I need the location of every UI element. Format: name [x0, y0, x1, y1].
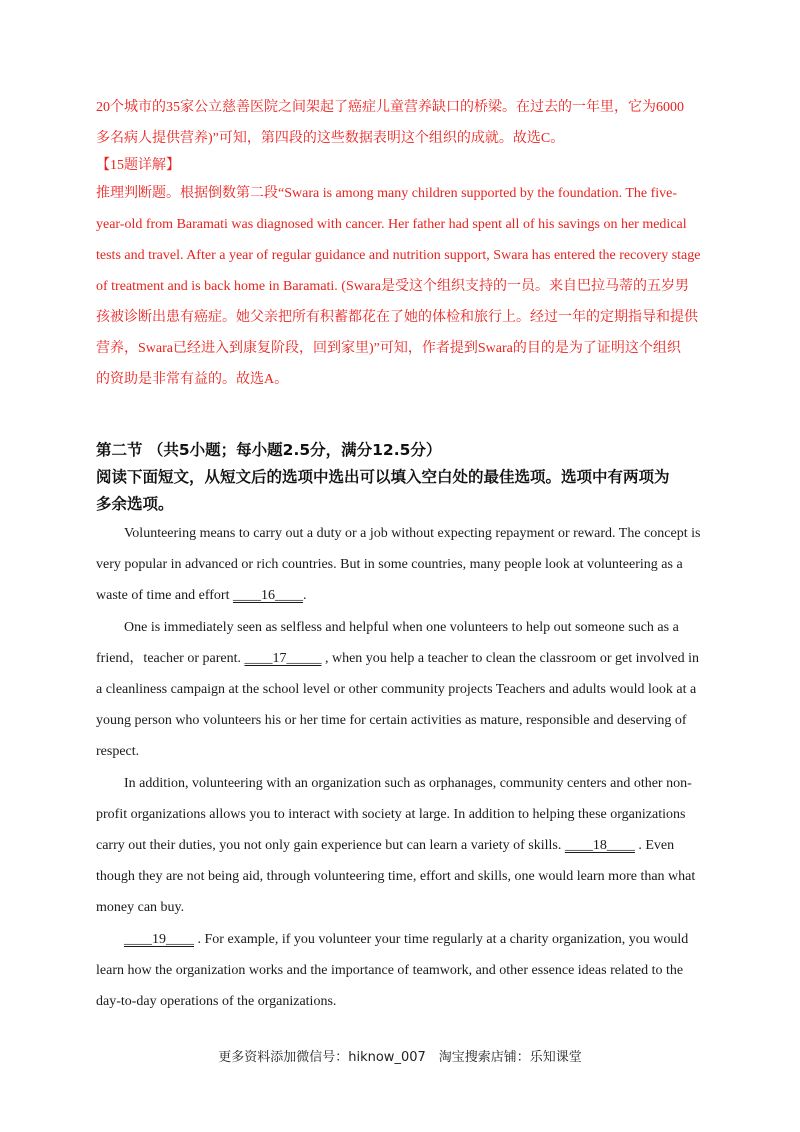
paragraph-text: In addition, volunteering with an organization such as orphanages, community centers and other non-profit organizations allows you to interact with society at large. In addition to helping these organizations carry out their duties, you not only gain experience but can learn a variety of skills.	[96, 775, 692, 854]
explanation-line: 多名病人提供营养)”可知，第四段的这些数据表明这个组织的成就。故选C。	[96, 131, 565, 146]
explanation-line: year-old from Baramati was diagnosed with cancer. Her father had spent all of his savings on her medical	[96, 217, 687, 232]
explanation-line: of treatment and is back home in Baramati. (Swara是受这个组织支持的一员。来自巴拉马蒂的五岁男	[96, 279, 689, 294]
paragraph-text: , when you help a teacher to clean the classroom or get involved in a cleanliness campaign at the school level or other community projects Teachers and adults would look at a young person who volunteers his or her time for certain activities as mature, responsible and deserving of respect.	[96, 650, 699, 760]
explanation-line: 20个城市的35家公立慈善医院之间架起了癌症儿童营养缺口的桥梁。在过去的一年里，它为6000	[96, 100, 684, 115]
answer-explanation-q14-tail	[96, 92, 708, 395]
section-instruction: 多余选项。	[96, 495, 174, 513]
section-instruction: 阅读下面短文，从短文后的选项中选出可以填入空白处的最佳选项。选项中有两项为	[96, 468, 670, 486]
blank-18: ____18____	[564, 838, 635, 854]
paragraph-text: . For example, if you volunteer your time regularly at a charity organization, you would learn how the organization works and the importance of teamwork, and other essence ideas related to the day-to-day operations of the organizations.	[96, 931, 689, 1010]
q15-heading: 【15题详解】	[96, 158, 180, 173]
section-header	[96, 437, 708, 518]
passage-paragraph-2	[96, 612, 708, 768]
passage-paragraph-4	[96, 924, 708, 1018]
paragraph-text: Volunteering means to carry out a duty or a job without expecting repayment or reward. The concept is very popular in advanced or rich countries. But in some countries, many people look at volunteering as a waste of time and effort	[96, 526, 701, 604]
blank-16: ____16____	[232, 588, 303, 604]
reading-passage	[96, 518, 708, 1017]
paragraph-text: . Even though they are not being aid, through volunteering time, effort and skills, one would learn more than what money can buy.	[96, 838, 696, 916]
paragraph-text: .	[302, 588, 307, 604]
explanation-line: tests and travel. After a year of regular guidance and nutrition support, Swara has entered the recovery stage	[96, 248, 701, 263]
blank-17: ____17_____	[244, 650, 322, 666]
blank-19: ____19____	[124, 931, 194, 947]
explanation-line: 的资助是非常有益的。故选A。	[96, 372, 289, 387]
page-footer: 更多资料添加微信号：hiknow_007 淘宝搜索店铺：乐知课堂	[218, 1050, 582, 1065]
passage-paragraph-1	[96, 518, 708, 612]
passage-paragraph-3	[96, 768, 708, 924]
explanation-line: 推理判断题。根据倒数第二段“Swara is among many children supported by the foundation. The five-	[96, 186, 678, 201]
explanation-line: 孩被诊断出患有癌症。她父亲把所有积蓄都花在了她的体检和旅行上。经过一年的定期指导和提供	[96, 310, 698, 325]
paragraph-text: One is immediately seen as selfless and helpful when one volunteers to help out someone such as a friend，teacher or parent.	[96, 619, 679, 666]
explanation-line: 营养，Swara已经进入到康复阶段，回到家里)”可知，作者提到Swara的目的是为了证明这个组织	[96, 341, 681, 356]
section-title: 第二节 （共5小题；每小题2.5分，满分12.5分）	[96, 441, 442, 459]
